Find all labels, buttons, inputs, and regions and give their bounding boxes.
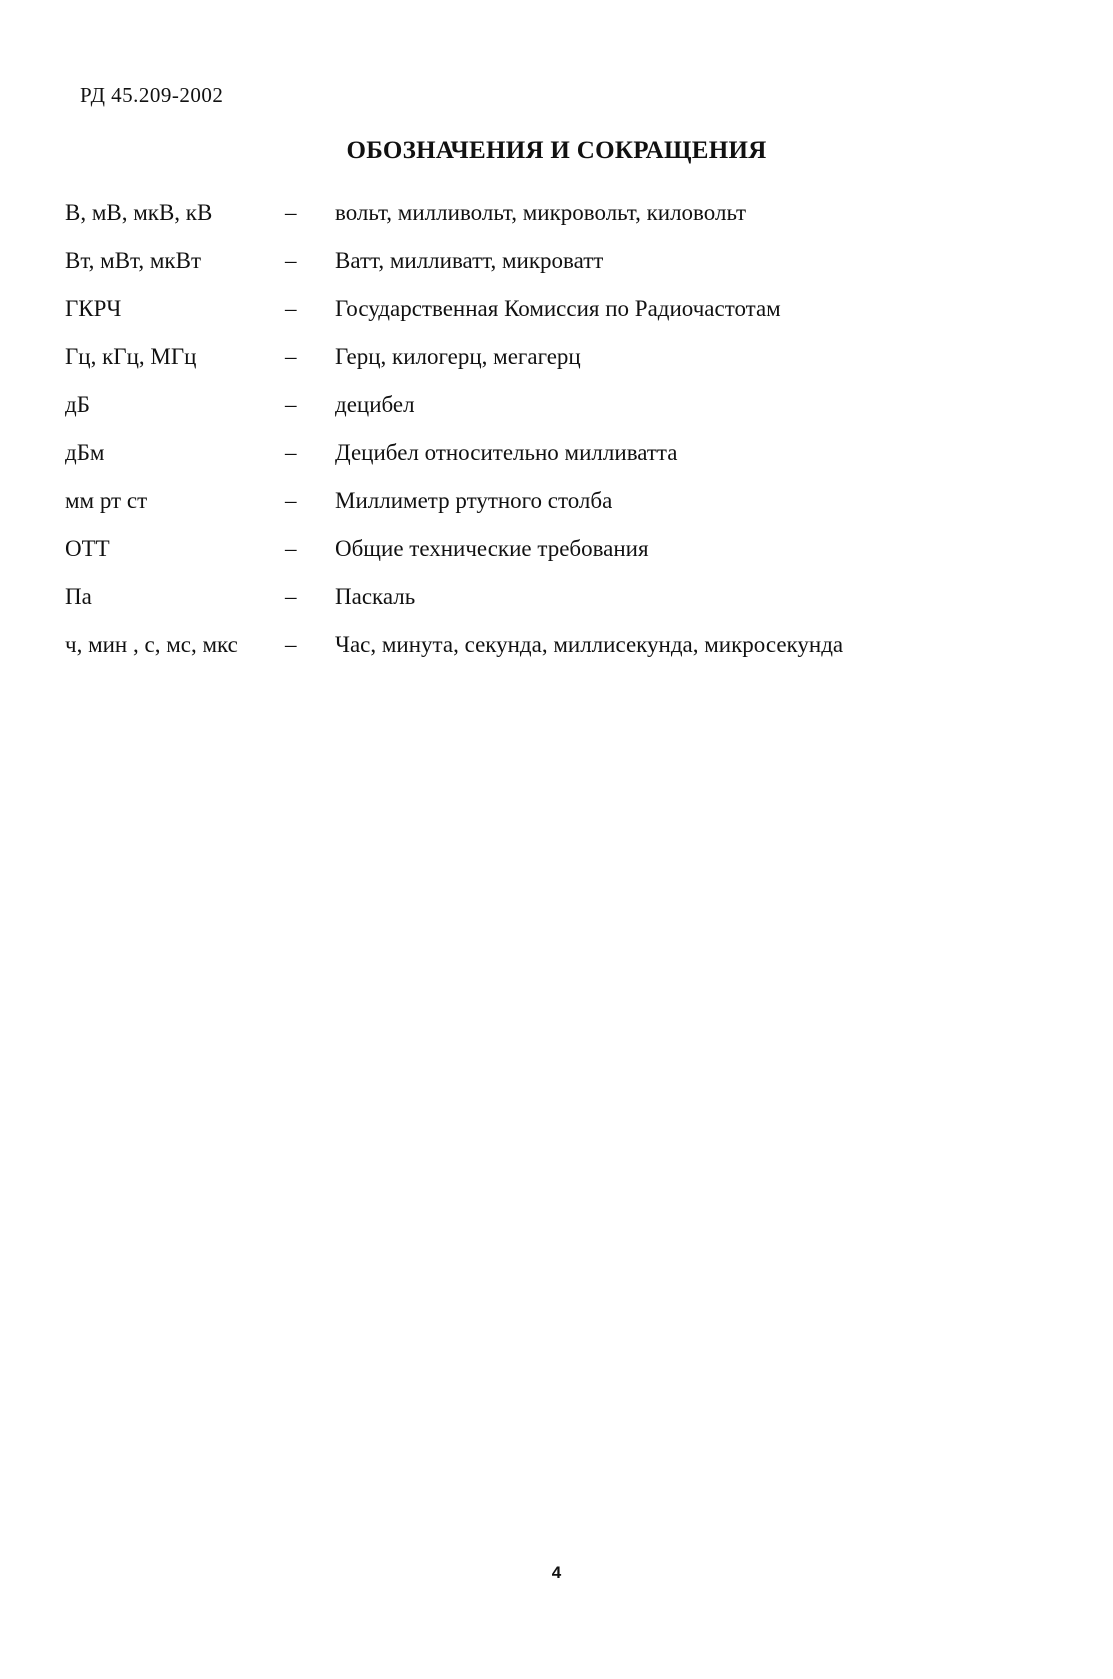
- page-title: ОБОЗНАЧЕНИЯ И СОКРАЩЕНИЯ: [346, 137, 767, 164]
- abbreviation-dash: –: [285, 440, 297, 465]
- abbreviation-term: дБ: [65, 392, 90, 417]
- abbreviation-row: [65, 536, 1065, 584]
- abbreviation-row: [65, 440, 1065, 488]
- document-code: РД 45.209-2002: [80, 83, 224, 107]
- abbreviation-row: [65, 488, 1065, 536]
- abbreviation-definition: Государственная Комиссия по Радиочастотам: [335, 296, 781, 321]
- abbreviation-dash: –: [285, 488, 297, 513]
- abbreviation-dash: –: [285, 392, 297, 417]
- abbreviation-row: [65, 392, 1065, 440]
- abbreviation-term: Вт, мВт, мкВт: [65, 248, 202, 273]
- abbreviation-definition: Ватт, милливатт, микроватт: [335, 248, 604, 273]
- abbreviation-term: мм рт ст: [65, 488, 148, 513]
- abbreviation-row: [65, 296, 1065, 344]
- abbreviation-definition: Час, минута, секунда, миллисекунда, микросекунда: [335, 632, 844, 657]
- abbreviation-dash: –: [285, 536, 297, 561]
- abbreviation-dash: –: [285, 248, 297, 273]
- abbreviation-term: ч, мин , с, мс, мкс: [65, 632, 238, 657]
- abbreviation-row: [65, 344, 1065, 392]
- page-number: 4: [551, 1563, 562, 1582]
- abbreviation-term: дБм: [65, 440, 105, 465]
- abbreviation-definition: Децибел относительно милливатта: [335, 440, 678, 465]
- abbreviation-definition: Герц, килогерц, мегагерц: [335, 344, 581, 369]
- abbreviation-definition: Паскаль: [335, 584, 416, 609]
- abbreviation-row: [65, 632, 1065, 680]
- abbreviation-definition: вольт, милливольт, микровольт, киловольт: [335, 200, 747, 225]
- abbreviation-definition: Общие технические требования: [335, 536, 649, 561]
- abbreviation-definition: децибел: [335, 392, 415, 417]
- abbreviation-dash: –: [285, 344, 297, 369]
- abbreviation-definition: Миллиметр ртутного столба: [335, 488, 613, 513]
- abbreviation-dash: –: [285, 632, 297, 657]
- abbreviation-term: Па: [65, 584, 92, 609]
- abbreviation-term: ГКРЧ: [65, 296, 122, 321]
- abbreviation-dash: –: [285, 584, 297, 609]
- abbreviation-term: В, мВ, мкВ, кВ: [65, 200, 213, 225]
- abbreviation-row: [65, 584, 1065, 632]
- abbreviation-dash: –: [285, 200, 297, 225]
- abbreviation-term: ОТТ: [65, 536, 110, 561]
- abbreviation-row: [65, 248, 1065, 296]
- abbreviation-dash: –: [285, 296, 297, 321]
- abbreviation-row: [65, 200, 1065, 248]
- abbreviation-term: Гц, кГц, МГц: [65, 344, 197, 369]
- abbreviation-list: [65, 200, 1065, 680]
